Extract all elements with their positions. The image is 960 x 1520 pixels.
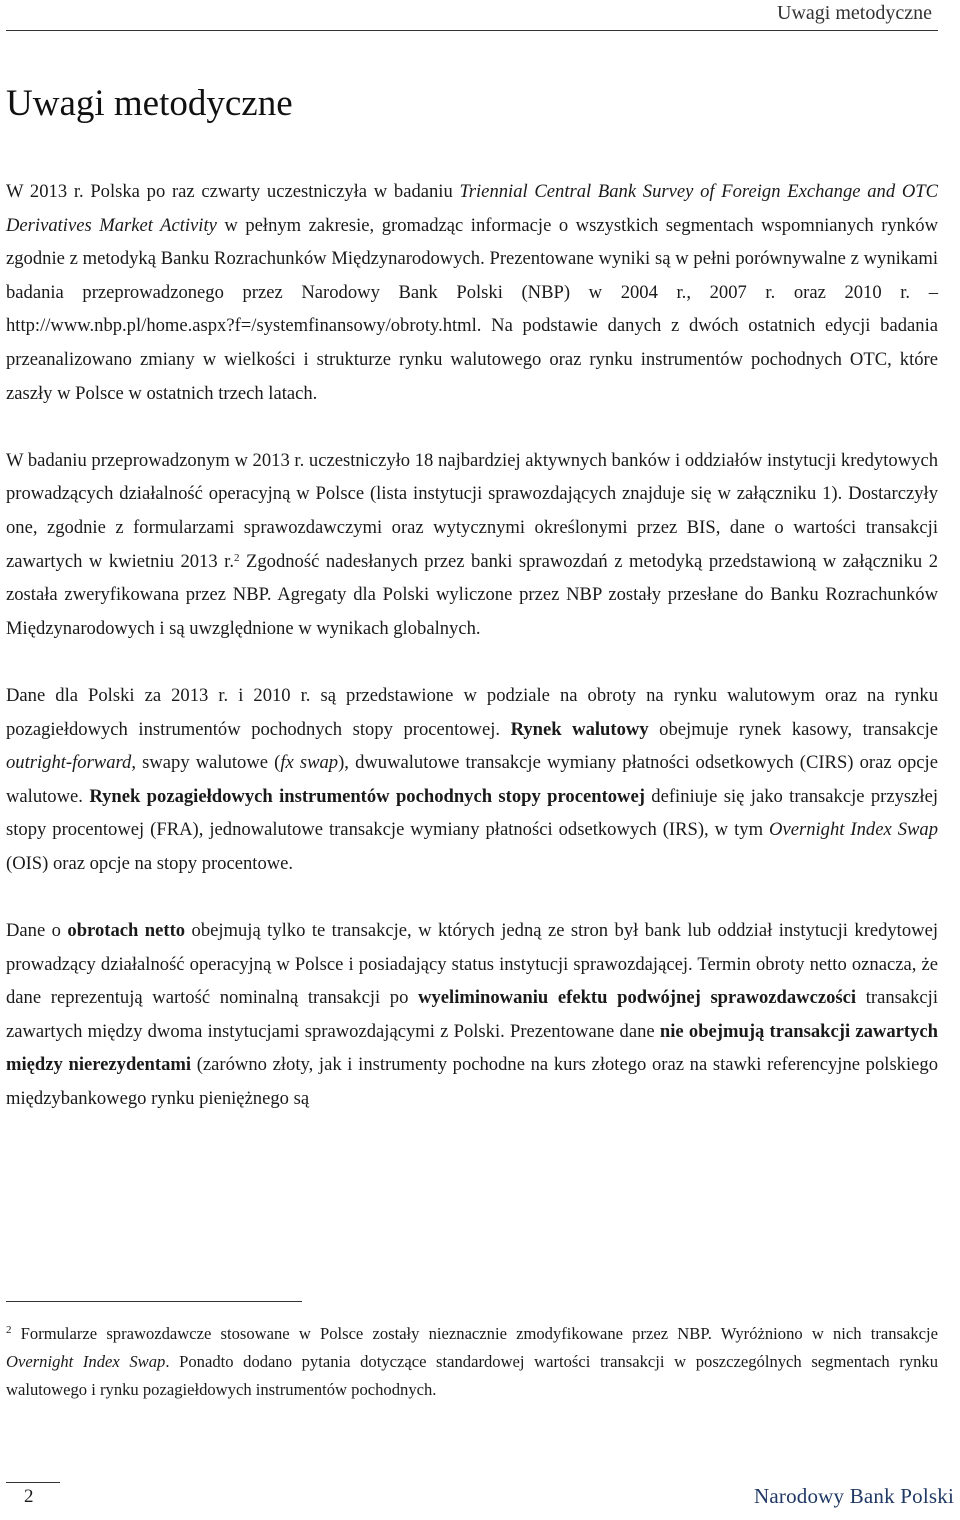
text-run: (zarówno złoty, jak i instrumenty pochodne na kurs złotego oraz na stawki referencyjne polskiego międzybankowego rynku pieniężnego są xyxy=(6,1054,938,1110)
text-run: W badaniu przeprowadzonym w 2013 r. uczestniczyło 18 najbardziej aktywnych banków i oddziałów instytucji kredytowych prowadzących działalność operacyjną w Polsce (lista instytucji sprawozdających znajduje się w załączniku 1). Dostarczyły one, zgodnie z formularzami sprawozdawczymi oraz wytycznymi określonymi przez BIS, dane o wartości transakcji zawartych w kwietniu 2013 r. xyxy=(6,449,938,572)
text-run-bold: Rynek pozagiełdowych instrumentów pochodnych stopy procentowej xyxy=(89,785,645,807)
text-run: obejmuje rynek kasowy, transakcje xyxy=(648,718,938,740)
page-title: Uwagi metodyczne xyxy=(6,83,293,124)
page-number: 2 xyxy=(24,1486,34,1507)
text-run: , swapy walutowe ( xyxy=(131,752,281,774)
text-run-bold: Rynek walutowy xyxy=(510,718,649,740)
text-run: transakcji zawartych między dwoma instytucjami sprawozdającymi z Polski. Prezentowane dane xyxy=(6,987,939,1042)
running-header: Uwagi metodyczne xyxy=(777,2,932,24)
text-run: Dane o xyxy=(6,920,68,942)
paragraph-3 xyxy=(6,679,938,881)
text-run-italic: outright-forward xyxy=(6,752,132,774)
text-run-italic: Overnight Index Swap xyxy=(6,1352,166,1371)
text-run: obejmują tylko te transakcje, w których jedną ze stron był bank lub oddział instytucji kredytowej prowadzący działalność operacyjną w Polsce i posiadający status instytucji sprawozdającej. Termin obroty netto oznacza, że dane reprezentują wartość nominalną transakcji po xyxy=(6,920,938,1009)
text-run-italic: fx swap xyxy=(280,752,339,774)
text-run-bold: obrotach netto xyxy=(67,920,186,942)
text-run: W 2013 r. Polska po raz czwarty uczestniczyła w badaniu xyxy=(6,181,460,202)
paragraph-1 xyxy=(6,175,938,410)
footnote-reference[interactable]: 2 xyxy=(233,551,240,564)
text-run: w pełnym zakresie, gromadząc informacje o wszystkich segmentach wspomnianych rynków zgodnie z metodyką Banku Rozrachunków Międzynarodowych. Prezentowane wyniki są w pełni porównywalne z wynikami badania przeprowadzonego przez Narodowy Bank Polski (NBP) w 2004 r., 2007 r. oraz 2010 r. – http://www.nbp.pl/home.aspx?f=/systemfinansowy/obroty.html. Na podstawie danych z dwóch ostatnich edycji badania przeanalizowano zmiany w wielkości i strukturze rynku walutowego oraz rynku instrumentów pochodnych OTC, które zaszły w Polsce w ostatnich trzech latach. xyxy=(6,214,939,404)
footnote-marker: 2 xyxy=(6,1324,12,1336)
paragraph-4 xyxy=(6,914,938,1116)
text-run-italic: Triennial Central Bank Survey of Foreign Exchange and OTC Derivatives Market Activity xyxy=(6,181,938,236)
text-run: . Ponadto dodano pytania dotyczące standardowej wartości transakcji w poszczególnych segmentach rynku walutowego i rynku pozagiełdowych instrumentów pochodnych. xyxy=(6,1352,939,1399)
body-text xyxy=(6,175,938,1116)
text-run: Formularze sprawozdawcze stosowane w Polsce zostały nieznacznie zmodyfikowane przez NBP. Wyróżniono w nich transakcje xyxy=(11,1324,938,1343)
text-run-bold: wyeliminowaniu efektu podwójnej sprawozdawczości xyxy=(418,987,857,1009)
text-run-italic: Overnight Index Swap xyxy=(769,819,938,841)
header-divider xyxy=(6,30,938,31)
text-run: (OIS) oraz opcje na stopy procentowe. xyxy=(6,852,294,874)
text-run-bold: nie obejmują transakcji zawartych między nierezydentami xyxy=(6,1020,938,1076)
text-run: Dane dla Polski za 2013 r. i 2010 r. są przedstawione w podziale na obroty na rynku walutowym oraz na rynku pozagiełdowych instrumentów pochodnych stopy procentowej. xyxy=(6,684,938,740)
text-run: Zgodność nadesłanych przez banki sprawozdań z metodyką przedstawioną w załączniku 2 została zweryfikowana przez NBP. Agregaty dla Polski wyliczone przez NBP zostały przesłane do Banku Rozrachunków Międzynarodowych i są uwzględnione w wynikach globalnych. xyxy=(6,550,938,639)
paragraph-2 xyxy=(6,444,938,646)
text-run: ), dwuwalutowe transakcje wymiany płatności odsetkowych (CIRS) oraz opcje walutowe. xyxy=(6,752,938,807)
text-run: definiuje się jako transakcje przyszłej stopy procentowej (FRA), jednowalutowe transakcje wymiany płatności odsetkowych (IRS), w tym xyxy=(6,785,938,841)
footnote-divider xyxy=(6,1301,302,1302)
footnote xyxy=(6,1320,938,1404)
page-number-divider xyxy=(6,1482,60,1483)
brand-logo-text: Narodowy Bank Polski xyxy=(754,1484,954,1508)
